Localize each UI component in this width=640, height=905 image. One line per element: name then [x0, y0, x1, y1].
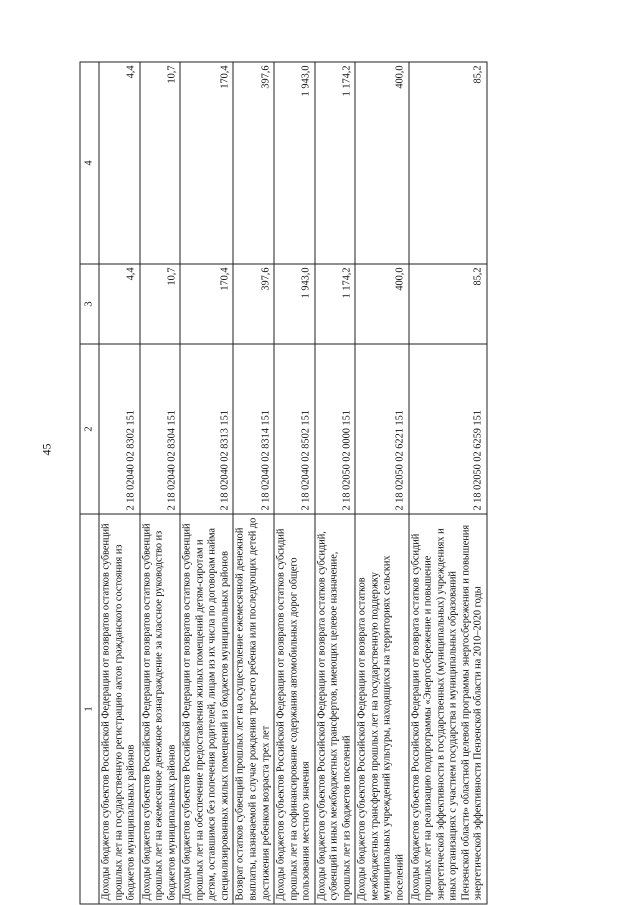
table-header-row [80, 62, 99, 904]
row-amount-col4: 10,7 [140, 62, 181, 264]
row-code: 2 18 02040 02 8302 151 [99, 344, 140, 514]
row-amount-col4: 1 174,2 [315, 62, 356, 264]
row-amount-col4: 4,4 [99, 62, 140, 264]
row-amount-col4: 400,0 [355, 62, 408, 264]
table-row [409, 62, 487, 904]
budget-table [80, 61, 488, 904]
row-description: Возврат остатков субвенций прошлых лет на осуществление ежемесячной денежной выплаты, назначаемой в случае рождения третьего ребенка или последующих детей до достижения ребенком возраста трех лет [233, 514, 274, 904]
page-number: 45 [39, 443, 54, 456]
row-description: Доходы бюджетов субъектов Российской Федерации от возвратов остатков субсидий прошлых лет на софинансирование содержания автомобильных дорог общего пользования местного значения [274, 514, 315, 904]
header-col-3: 3 [80, 264, 99, 344]
table-row [315, 62, 356, 904]
row-amount-col3: 85,2 [409, 264, 487, 344]
row-amount-col4: 397,6 [233, 62, 274, 264]
table-row [140, 62, 181, 904]
row-description: Доходы бюджетов субъектов Российской Федерации от возвратов остатков субвенций прошлых лет на государственную регистрацию актов гражданского состояния из бюджетов муниципальных районов [99, 514, 140, 904]
table-row [355, 62, 408, 904]
row-description: Доходы бюджетов субъектов Российской Федерации от возврата остатков субсидий прошлых лет на реализацию подпрограммы «Энергосбережение и повышение энергетической эффективности в государственных (муниципальных) учреждениях и иных организациях с участием государства и муниципальных образований Пензенской области» областной целевой программы энергосбережения и повышения энергетической эффективности Пензенской области на 2010–2020 годы [409, 514, 487, 904]
table-row [233, 62, 274, 904]
row-description: Доходы бюджетов субъектов Российской Федерации от возврата остатков межбюджетных трансфертов прошлых лет на государственную поддержку муниципальных учреждений культуры, находящихся на территориях сельских поселений [355, 514, 408, 904]
row-description: Доходы бюджетов субъектов Российской Федерации от возвратов остатков субвенций прошлых лет на обеспечение предоставления жилых помещений детям-сиротам и детям, оставшимся без попечения родителей, лицам из их числа по договорам найма специализированных жилых помещений из бюджетов муниципальных районов [180, 514, 233, 904]
row-amount-col3: 4,4 [99, 264, 140, 344]
row-amount-col4: 1 943,0 [274, 62, 315, 264]
header-col-4: 4 [80, 62, 99, 264]
row-code: 2 18 02040 02 8304 151 [140, 344, 181, 514]
row-amount-col3: 1 174,2 [315, 264, 356, 344]
header-col-2: 2 [80, 344, 99, 514]
row-code: 2 18 02050 02 0000 151 [315, 344, 356, 514]
row-code: 2 18 02040 02 8313 151 [180, 344, 233, 514]
row-code: 2 18 02050 02 6221 151 [355, 344, 408, 514]
row-code: 2 18 02040 02 8314 151 [233, 344, 274, 514]
row-amount-col4: 170,4 [180, 62, 233, 264]
header-col-1: 1 [80, 514, 99, 904]
row-amount-col3: 1 943,0 [274, 264, 315, 344]
row-amount-col3: 10,7 [140, 264, 181, 344]
row-amount-col3: 170,4 [180, 264, 233, 344]
row-description: Доходы бюджетов субъектов Российской Федерации от возврата остатков субсидий, субвенций и иных межбюджетных трансфертов, имеющих целевое назначение, прошлых лет из бюджетов поселений [315, 514, 356, 904]
row-code: 2 18 02040 02 8502 151 [274, 344, 315, 514]
row-description: Доходы бюджетов субъектов Российской Федерации от возвратов остатков субвенций прошлых лет на ежемесячное денежное вознаграждение за классное руководство из бюджетов муниципальных районов [140, 514, 181, 904]
table-row [180, 62, 233, 904]
row-code: 2 18 02050 02 6259 151 [409, 344, 487, 514]
table-row [99, 62, 140, 904]
rotated-table-container [80, 62, 605, 904]
table-row [274, 62, 315, 904]
row-amount-col3: 397,6 [233, 264, 274, 344]
row-amount-col3: 400,0 [355, 264, 408, 344]
row-amount-col4: 85,2 [409, 62, 487, 264]
